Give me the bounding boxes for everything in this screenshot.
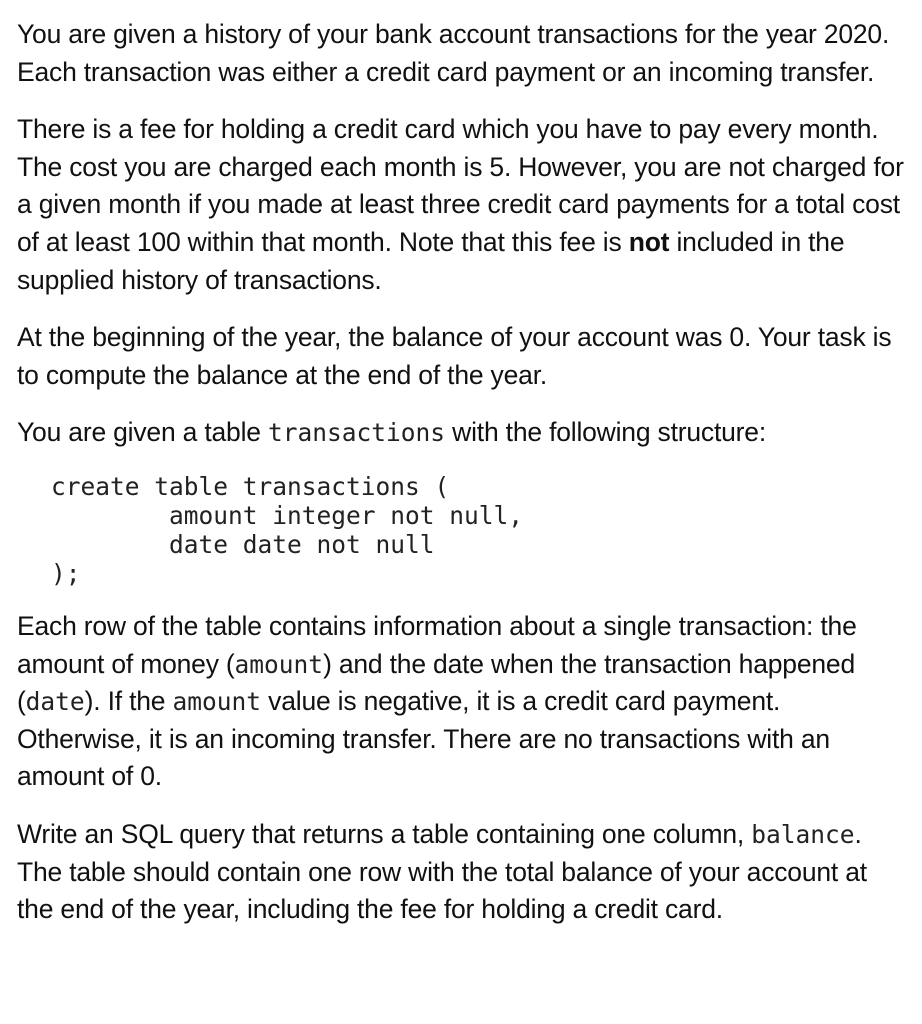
task-paragraph <box>17 816 907 929</box>
table-intro-paragraph <box>17 414 907 452</box>
row-text-1: Each row of the table contains information about a single transaction: the amount of money ( <box>17 610 857 679</box>
intro-paragraph <box>17 16 907 91</box>
row-text-4: value is negative, it is a credit card payment. Otherwise, it is an incoming transfer. There are no transactions with an amount of 0. <box>17 686 830 792</box>
fee-paragraph <box>17 111 907 299</box>
intro-text: You are given a history of your bank account transactions for the year 2020. Each transaction was either a credit card payment or an incoming transfer. <box>17 19 890 87</box>
fee-text-end: included in the supplied history of transactions. <box>17 226 845 295</box>
table-name-code: transactions <box>268 418 446 448</box>
date-code: date <box>25 687 85 717</box>
code-line-4: ); <box>51 558 81 588</box>
balance-paragraph <box>17 319 907 394</box>
fee-emphasis: not <box>628 226 670 257</box>
table-intro-text-start: You are given a table <box>17 417 268 448</box>
table-intro-text-end: with the following structure: <box>445 417 766 448</box>
problem-statement <box>17 16 907 949</box>
balance-code: balance <box>751 819 855 849</box>
create-table-code-block <box>51 472 907 588</box>
task-text-1: Write an SQL query that returns a table containing one column, <box>17 818 752 849</box>
code-line-2: amount integer not null, <box>51 500 524 530</box>
balance-text: At the beginning of the year, the balance of your account was 0. Your task is to compute the balance at the end of the year. <box>17 322 892 390</box>
fee-text-start: There is a fee for holding a credit card which you have to pay every month. The cost you are charged each month is 5. However, you are not charged for a given month if you made at least three credit card payments for a total cost of at least 100 within that month. Note that this fee is <box>17 114 904 257</box>
task-text-2: . The table should contain one row with the total balance of your account at the end of the year, including the fee for holding a credit card. <box>17 818 867 925</box>
amount-code-1: amount <box>234 649 324 679</box>
code-line-1: create table transactions ( <box>51 471 450 501</box>
row-description-paragraph <box>17 608 907 796</box>
code-line-3: date date not null <box>51 529 435 559</box>
row-text-2: ) and the date when the transaction happened ( <box>17 648 855 717</box>
row-text-3: ). If the <box>84 686 173 717</box>
amount-code-2: amount <box>172 687 261 717</box>
